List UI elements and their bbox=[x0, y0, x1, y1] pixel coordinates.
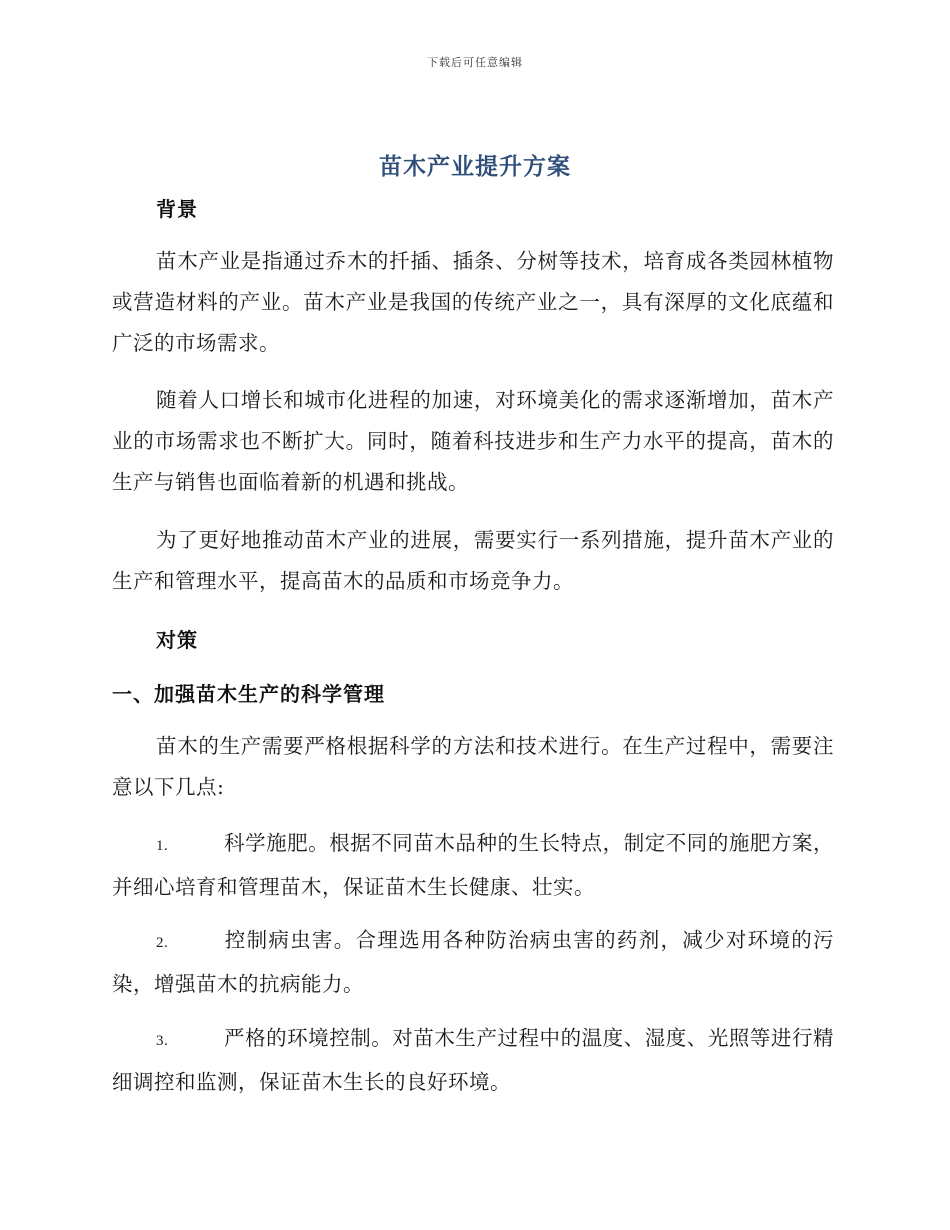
list-item bbox=[112, 920, 834, 1005]
list-item-text: 严格的环境控制。对苗木生产过程中的温度、湿度、光照等进行精细调控和监测，保证苗木生长的良好环境。 bbox=[112, 1026, 834, 1094]
header-note: 下载后可任意编辑 bbox=[427, 56, 523, 69]
section-heading-background: 背景 bbox=[156, 197, 198, 221]
list-item bbox=[112, 823, 834, 908]
subheading-scientific-management: 一、加强苗木生产的科学管理 bbox=[112, 682, 385, 706]
list-item-number: 3. bbox=[156, 1033, 169, 1049]
document-title: 苗木产业提升方案 bbox=[379, 154, 571, 180]
list-item-text: 科学施肥。根据不同苗木品种的生长特点，制定不同的施肥方案，并细心培育和管理苗木，保证苗木生长健康、壮实。 bbox=[112, 831, 834, 899]
section-heading-measures: 对策 bbox=[156, 628, 198, 652]
list-item-text: 控制病虫害。合理选用各种防治病虫害的药剂，减少对环境的污染，增强苗木的抗病能力。 bbox=[112, 928, 834, 996]
background-paragraph-3: 为了更好地推动苗木产业的进展，需要实行一系列措施，提升苗木产业的生产和管理水平，提高苗木的品质和市场竞争力。 bbox=[112, 528, 834, 593]
list-item-number: 1. bbox=[156, 838, 169, 854]
background-paragraph-2: 随着人口增长和城市化进程的加速，对环境美化的需求逐渐增加，苗木产业的市场需求也不断扩大。同时，随着科技进步和生产力水平的提高，苗木的生产与销售也面临着新的机遇和挑战。 bbox=[112, 388, 834, 494]
measures-intro-paragraph: 苗木的生产需要严格根据科学的方法和技术进行。在生产过程中，需要注意以下几点: bbox=[112, 734, 834, 799]
list-item bbox=[112, 1018, 834, 1103]
background-paragraph-1: 苗木产业是指通过乔木的扦插、插条、分树等技术，培育成各类园林植物或营造材料的产业。苗木产业是我国的传统产业之一，具有深厚的文化底蕴和广泛的市场需求。 bbox=[112, 249, 834, 355]
list-item-number: 2. bbox=[156, 935, 169, 951]
